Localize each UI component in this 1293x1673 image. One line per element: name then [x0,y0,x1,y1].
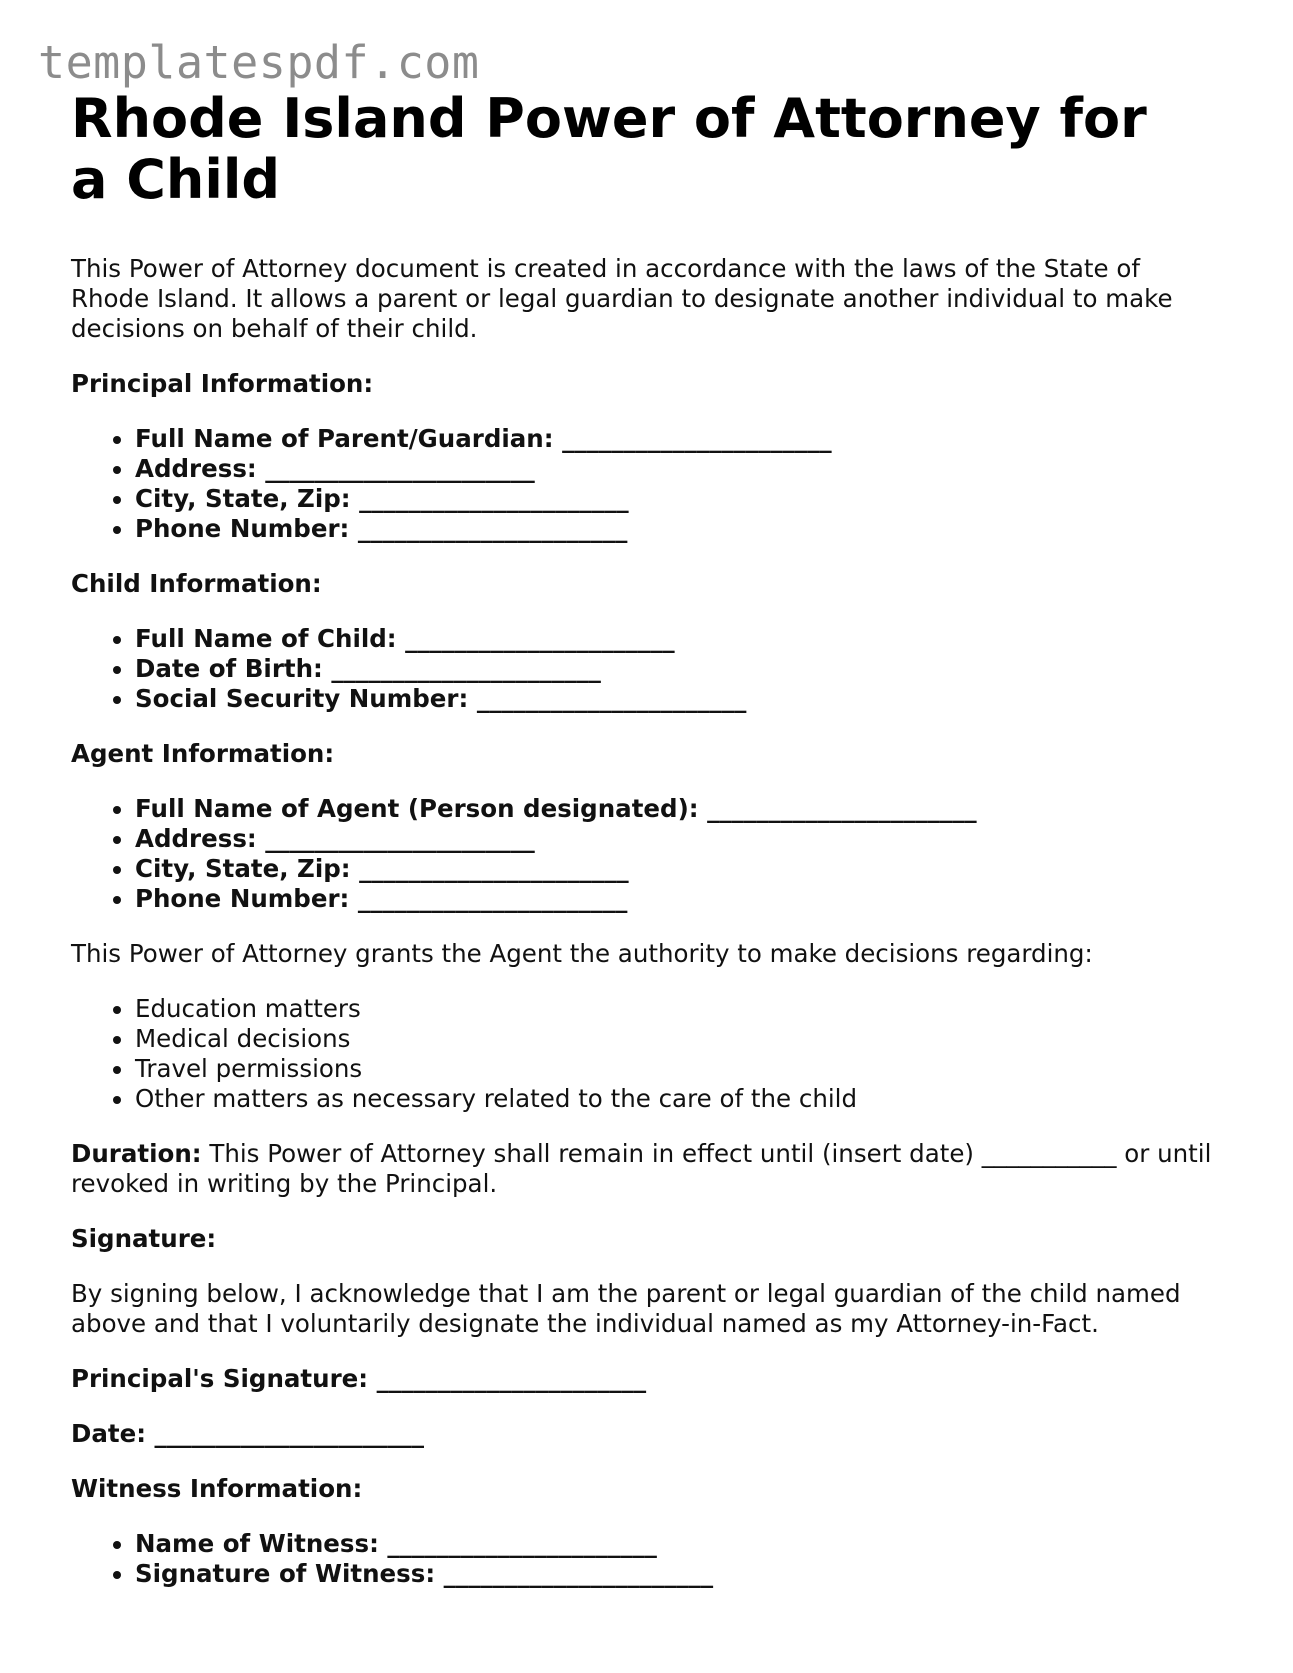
fill-blank[interactable]: ______________________ [405,624,675,653]
fill-blank[interactable]: ______________________ [357,514,628,543]
list-item: • Medical decisions [135,1024,1231,1054]
fill-blank[interactable]: ______________________ [359,484,629,513]
intro-paragraph: This Power of Attorney document is created in accordance with the laws of the State of Rhode Island. It allows a parent or legal guardian to designate another individual to make decisions on behalf of their child. [71,254,1173,343]
duration-paragraph [71,1139,1231,1199]
agent-city-field: • City, State, Zip: ______________________ [135,854,1231,884]
child-heading: Child Information: [71,569,322,598]
fill-blank[interactable]: ______________________ [707,794,977,823]
principal-city-field: • City, State, Zip: ______________________ [135,484,1231,514]
fill-blank[interactable]: ______________________ [265,454,535,483]
duration-label: Duration: [71,1139,202,1168]
fill-blank[interactable]: ______________________ [443,1559,714,1588]
grants-paragraph: This Power of Attorney grants the Agent the authority to make decisions regarding: [71,939,1093,968]
acknowledgement-paragraph: By signing below, I acknowledge that I am the parent or legal guardian of the child named above and that I voluntarily designate the individual named as my Attorney-in-Fact. [71,1279,1181,1338]
list-item: • Other matters as necessary related to the care of the child [135,1084,1231,1114]
child-fields-list [71,624,1231,714]
principal-address-field: • Address: ______________________ [135,454,1231,484]
fill-blank[interactable]: ______________________ [376,1364,647,1393]
principal-phone-field: • Phone Number: ______________________ [135,514,1231,544]
fill-blank[interactable]: ______________________ [154,1419,425,1448]
principal-name-field: • Full Name of Parent/Guardian: ______________________ [135,424,1231,454]
signature-date-line: Date: ______________________ [71,1419,425,1448]
witness-name-field: • Name of Witness: ______________________ [135,1529,1231,1559]
fill-blank[interactable]: ______________________ [476,684,747,713]
child-dob-field: • Date of Birth: ______________________ [135,654,1231,684]
list-item: • Travel permissions [135,1054,1231,1084]
fill-blank[interactable]: ______________________ [265,824,535,853]
principal-heading: Principal Information: [71,369,374,398]
document-body [71,88,1231,1589]
agent-heading: Agent Information: [71,739,335,768]
agent-phone-field: • Phone Number: ______________________ [135,884,1231,914]
fill-blank[interactable]: ______________________ [357,884,628,913]
principal-signature-line: Principal's Signature: ______________________ [71,1364,647,1393]
witness-fields-list [71,1529,1231,1589]
grants-list [71,994,1231,1114]
witness-signature-field: • Signature of Witness: ______________________ [135,1559,1231,1589]
agent-fields-list [71,794,1231,914]
fill-blank[interactable]: ______________________ [359,854,629,883]
fill-blank[interactable]: ______________________ [387,1529,657,1558]
list-item: • Education matters [135,994,1231,1024]
witness-heading: Witness Information: [71,1474,363,1503]
agent-name-field: • Full Name of Agent (Person designated): ______________________ [135,794,1231,824]
duration-text: This Power of Attorney shall remain in effect until (insert date) ___________ or until revoked in writing by the Principal. [71,1139,1212,1198]
child-name-field: • Full Name of Child: ______________________ [135,624,1231,654]
watermark-text: templatespdf.com [38,36,480,89]
fill-blank[interactable]: ______________________ [562,424,832,453]
fill-blank[interactable]: ______________________ [331,654,601,683]
page-title: Rhode Island Power of Attorney for a Child [71,87,1147,211]
signature-heading: Signature: [71,1224,217,1253]
agent-address-field: • Address: ______________________ [135,824,1231,854]
principal-fields-list [71,424,1231,544]
child-ssn-field: • Social Security Number: ______________________ [135,684,1231,714]
